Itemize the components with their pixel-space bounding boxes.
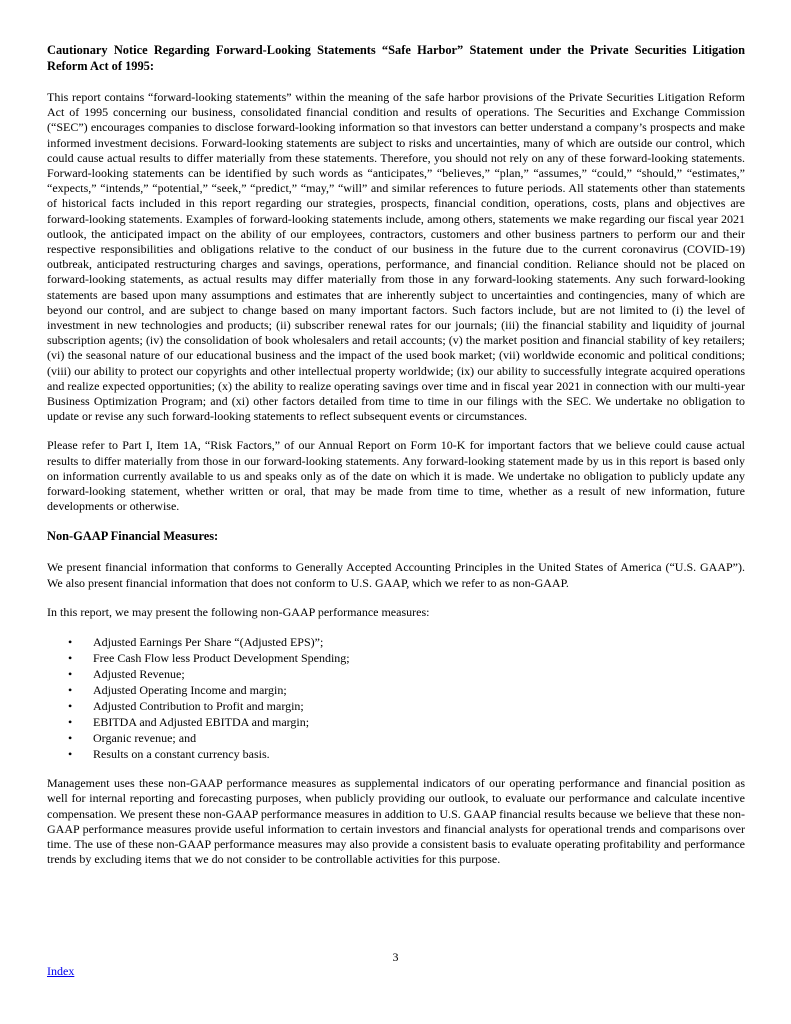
list-item [47,730,745,746]
bullet-icon: • [68,747,73,762]
list-item [47,746,745,762]
list-item-label: Adjusted Contribution to Profit and margin; [93,699,304,714]
management-use-paragraph: Management uses these non-GAAP performance measures as supplemental indicators of our operating performance and financial position as well for internal reporting and forecasting purposes, when publicly providing our outlook, to evaluate our performance and calculate incentive compensation. We present these non-GAAP performance measures in addition to U.S. GAAP financial results because we believe that these non-GAAP performance measures provide useful information to certain investors and financial analysts for operational trends and comparisons over time. The use of these non-GAAP performance measures may also provide a consistent basis to evaluate operating profitability and performance trends by excluding items that we do not consider to be controllable activities for this purpose. [47,776,745,867]
forward-looking-paragraph: This report contains “forward-looking statements” within the meaning of the safe harbor provisions of the Private Securities Litigation Reform Act of 1995 concerning our business, consolidated financial condition and results of operations. The Securities and Exchange Commission (“SEC”) encourages companies to disclose forward-looking information so that investors can better understand a company’s prospects and make informed investment decisions. Forward-looking statements are subject to risks and uncertainties, many of which are outside our control, which could cause actual results to differ materially from these statements. Therefore, you should not rely on any of these forward-looking statements. Forward-looking statements can be identified by such words as “anticipates,” “believes,” “plan,” “assumes,” “could,” “should,” “estimates,” “expects,” “intends,” “potential,” “seek,” “predict,” “may,” “will” and similar references to future periods. All statements other than statements of historical facts included in this report regarding our strategies, prospects, financial condition, operations, costs, plans and objectives are forward-looking statements. Examples of forward-looking statements include, among others, statements we make regarding our fiscal year 2021 outlook, the anticipated impact on the ability of our employees, contractors, customers and other business partners to perform our and their respective responsibilities and obligations relative to the conduct of our business in the future due to the current coronavirus (COVID-19) outbreak, anticipated restructuring charges and savings, operations, performance, and financial condition. Reliance should not be placed on forward-looking statements, as actual results may differ materially from those in any forward-looking statements. Any such forward-looking statements are based upon many assumptions and estimates that are inherently subject to uncertainties and contingencies, many of which are beyond our control, and are subject to change based on many important factors. Such factors include, but are not limited to (i) the level of investment in new technologies and products; (ii) subscriber renewal rates for our journals; (iii) the financial stability and liquidity of journal subscription agents; (iv) the consolidation of book wholesalers and retail accounts; (v) the market position and financial stability of key retailers; (vi) the seasonal nature of our educational business and the impact of the used book market; (vii) worldwide economic and political conditions; (viii) our ability to protect our copyrights and other intellectual property worldwide; (ix) our ability to successfully integrate acquired operations and realize expected opportunities; (x) the ability to realize operating savings over time and in fiscal year 2021 in connection with our multi-year Business Optimization Program; and (xi) other factors detailed from time to time in our filings with the SEC. We undertake no obligation to update or revise any such forward-looking statements to reflect subsequent events or circumstances. [47,90,745,424]
bullet-icon: • [68,635,73,650]
page-number: 3 [392,950,399,964]
list-item [47,650,745,666]
cautionary-notice-heading: Cautionary Notice Regarding Forward-Looking Statements “Safe Harbor” Statement under the Private Securities Litigation Reform Act of 1995: [47,43,745,73]
document-body [47,42,745,867]
bullet-icon: • [68,699,73,714]
list-item-label: Results on a constant currency basis. [93,747,270,762]
measures-intro-paragraph: In this report, we may present the following non-GAAP performance measures: [47,604,430,619]
gaap-intro-paragraph: We present financial information that conforms to Generally Accepted Accounting Principles in the United States of America (“U.S. GAAP”). We also present financial information that does not conform to U.S. GAAP, which we refer to as non-GAAP. [47,560,745,590]
list-item [47,682,745,698]
list-item [47,698,745,714]
list-item-label: Organic revenue; and [93,731,197,746]
list-item [47,714,745,730]
list-item-label: Adjusted Earnings Per Share “(Adjusted EPS)”; [93,635,324,650]
list-item-label: Free Cash Flow less Product Development Spending; [93,651,350,666]
list-item [47,634,745,650]
list-item-label: Adjusted Revenue; [93,667,185,682]
list-item-label: EBITDA and Adjusted EBITDA and margin; [93,715,310,730]
non-gaap-heading: Non-GAAP Financial Measures: [47,529,219,544]
list-item [47,666,745,682]
non-gaap-measures-list [47,634,745,762]
index-link[interactable]: Index [47,964,75,978]
risk-factors-paragraph: Please refer to Part I, Item 1A, “Risk Factors,” of our Annual Report on Form 10-K for important factors that we believe could cause actual results to differ materially from those in our forward-looking statements. Any forward-looking statement made by us in this report is based only on information currently available to us and speaks only as of the date on which it is made. We undertake no obligation to publicly update any forward-looking statement, whether written or oral, that may be made from time to time, whether as a result of new information, future developments or otherwise. [47,438,745,514]
list-item-label: Adjusted Operating Income and margin; [93,683,287,698]
bullet-icon: • [68,715,73,730]
bullet-icon: • [68,731,73,746]
bullet-icon: • [68,683,73,698]
bullet-icon: • [68,667,73,682]
bullet-icon: • [68,651,73,666]
